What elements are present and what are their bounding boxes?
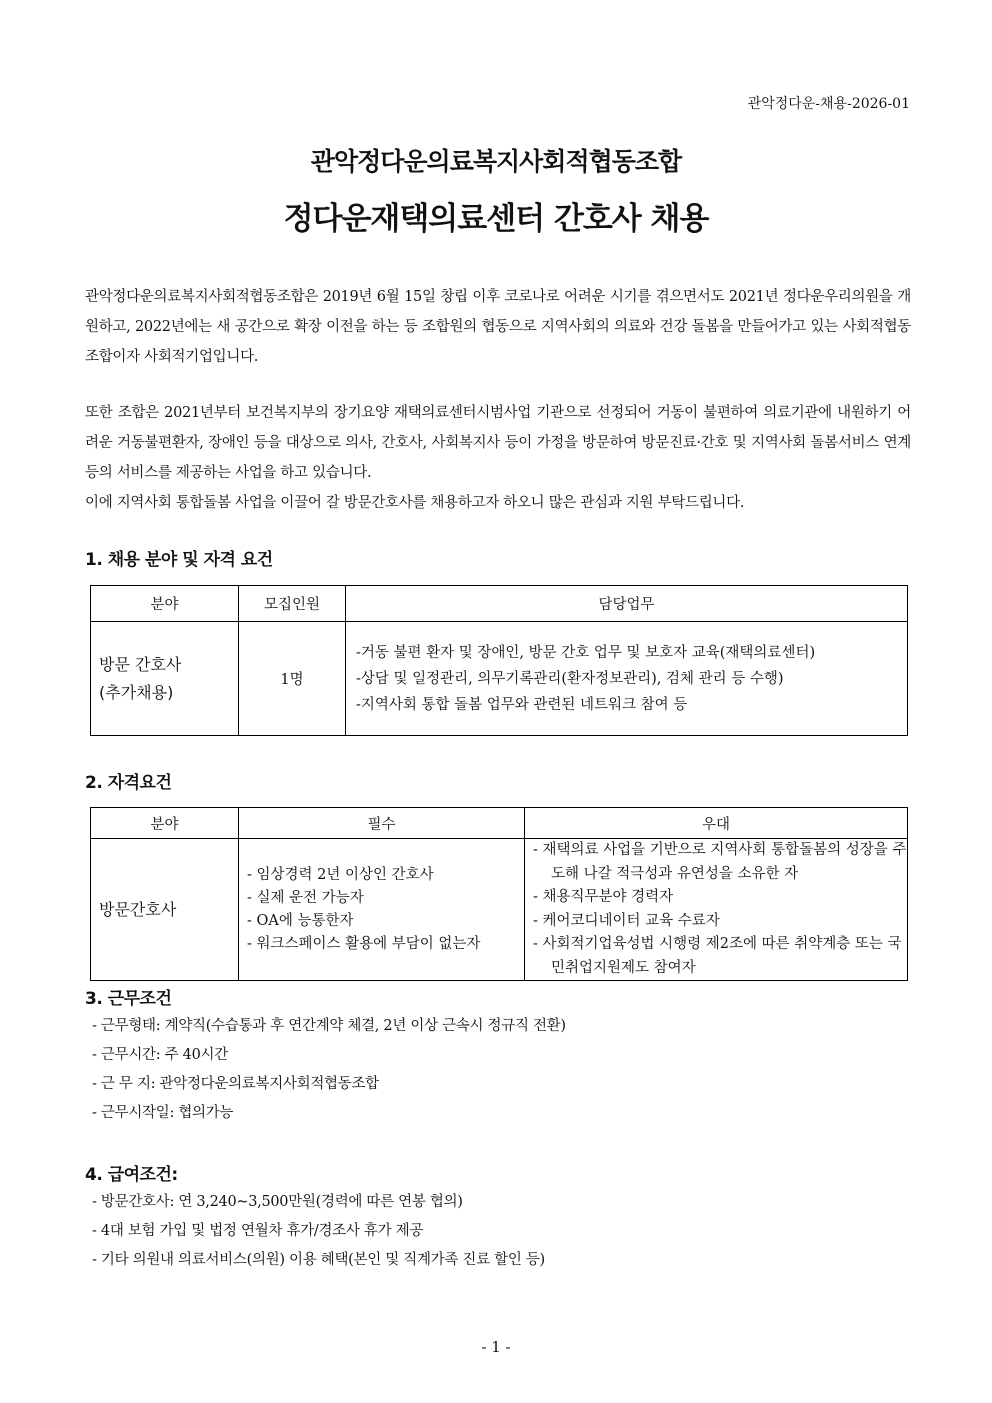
required-cell (239, 839, 525, 981)
field-cell: 방문간호사 (91, 839, 239, 981)
preferred-item: - 케어코디네이터 교육 수료자 (533, 912, 720, 929)
header-count: 모집인원 (239, 586, 346, 622)
field-line-2: (추가채용) (99, 682, 174, 702)
header-duties: 담당업무 (346, 586, 908, 622)
header-preferred: 우대 (525, 808, 908, 839)
section2-heading: 2. 자격요건 (85, 773, 172, 793)
intro-paragraph-1 (85, 282, 911, 372)
salary-conditions-list (92, 1188, 545, 1275)
list-item: - 근 무 지: 관악정다운의료복지사회적협동조합 (92, 1076, 379, 1092)
list-item: - 4대 보험 가입 및 법정 연월차 휴가/경조사 휴가 제공 (92, 1223, 424, 1239)
recruitment-table (90, 585, 908, 736)
list-item: - 기타 의원내 의료서비스(의원) 이용 혜택(본인 및 직계가족 진료 할인 등) (92, 1252, 545, 1268)
field-cell (91, 622, 239, 736)
list-item: - 근무시작일: 협의가능 (92, 1105, 234, 1121)
header-required: 필수 (239, 808, 525, 839)
header-field: 분야 (91, 808, 239, 839)
list-item: - 근무형태: 계약직(수습통과 후 연간계약 체결, 2년 이상 근속시 정규직 전환) (92, 1018, 566, 1034)
count-cell: 1명 (239, 622, 346, 736)
intro-text-2: 또한 조합은 2021년부터 보건복지부의 장기요양 재택의료센터시범사업 기관으로 선정되어 거동이 불편하여 의료기관에 내원하기 어려운 거동불편환자, 장애인 등을 대상으로 의사, 간호사, 사회복지사 등이 가정을 방문하여 방문진료·간호 및 지역사회 돌봄서비스 연계 등의 서비스를 제공하는 사업을 하고 있습니다. (85, 405, 911, 481)
section3-heading: 3. 근무조건 (85, 989, 172, 1009)
preferred-item: - 재택의료 사업을 기반으로 지역사회 통합돌봄의 성장을 주도해 나갈 적극성과 유연성을 소유한 자 (533, 842, 907, 882)
required-item: - OA에 능통한자 (247, 912, 354, 929)
organization-title: 관악정다운의료복지사회적협동조합 (310, 147, 682, 176)
page-title: 정다운재택의료센터 간호사 채용 (283, 201, 709, 237)
table-row (91, 839, 908, 981)
required-item: - 임상경력 2년 이상인 간호사 (247, 866, 434, 883)
required-item: - 워크스페이스 활용에 부담이 없는자 (247, 935, 481, 952)
table-row (91, 622, 908, 736)
document-code: 관악정다운-채용-2026-01 (747, 96, 910, 112)
preferred-cell (525, 839, 908, 981)
intro-paragraph-2 (85, 398, 911, 518)
list-item: - 방문간호사: 연 3,240~3,500만원(경력에 따른 연봉 협의) (92, 1194, 463, 1210)
header-field: 분야 (91, 586, 239, 622)
intro-text-1: 관악정다운의료복지사회적협동조합은 2019년 6월 15일 창립 이후 코로나로 어려운 시기를 겪으면서도 2021년 정다운우리의원을 개원하고, 2022년에는 새 공간으로 확장 이전을 하는 등 조합원의 협동으로 지역사회의 의료와 건강 돌봄을 만들어가고 있는 사회적협동조합이자 사회적기업입니다. (85, 289, 911, 365)
preferred-item: - 사회적기업육성법 시행령 제2조에 따른 취약계층 또는 국민취업지원제도 참여자 (533, 936, 902, 976)
duty-item: -지역사회 통합 돌봄 업무와 관련된 네트워크 참여 등 (356, 696, 688, 713)
list-item: - 근무시간: 주 40시간 (92, 1047, 228, 1063)
table-header-row (91, 808, 908, 839)
required-item: - 실제 운전 가능자 (247, 889, 364, 906)
page-number: - 1 - (481, 1338, 511, 1356)
intro-text-3: 이에 지역사회 통합돌봄 사업을 이끌어 갈 방문간호사를 채용하고자 하오니 많은 관심과 지원 부탁드립니다. (85, 495, 745, 511)
field-line-1: 방문 간호사 (99, 654, 182, 674)
duty-item: -상담 및 일정관리, 의무기록관리(환자정보관리), 검체 관리 등 수행) (356, 670, 784, 687)
work-conditions-list (92, 1012, 566, 1128)
qualification-table (90, 807, 908, 981)
preferred-item: - 채용직무분야 경력자 (533, 889, 674, 905)
table-header-row (91, 586, 908, 622)
section1-heading: 1. 채용 분야 및 자격 요건 (85, 550, 273, 570)
duties-cell (346, 622, 908, 736)
section4-heading: 4. 급여조건: (85, 1165, 178, 1185)
duty-item: -거동 불편 환자 및 장애인, 방문 간호 업무 및 보호자 교육(재택의료센터) (356, 644, 816, 661)
